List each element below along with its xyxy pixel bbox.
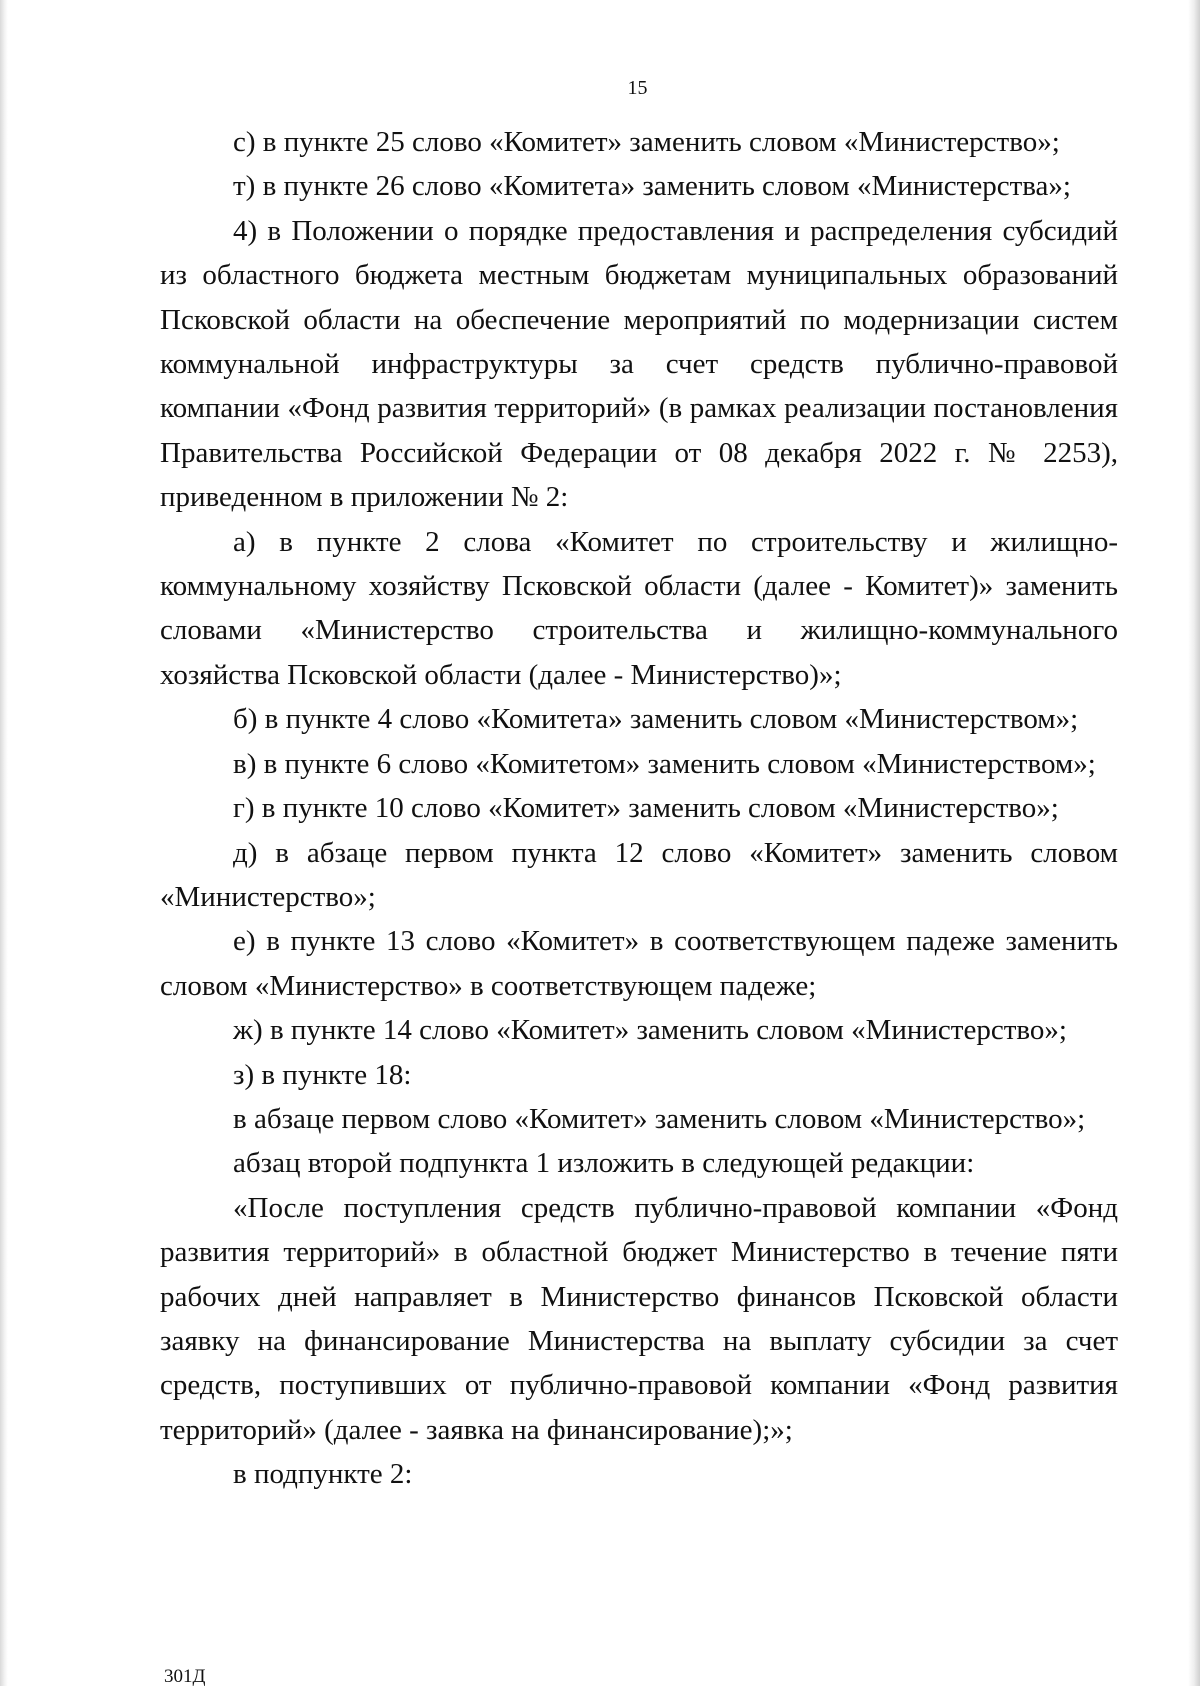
paragraph-e: е) в пункте 13 слово «Комитет» в соответствующем падеже заменить словом «Министерство» в соответствующем падеже; — [160, 925, 1118, 1002]
paragraph-s: с) в пункте 25 слово «Комитет» заменить словом «Министерство»; — [233, 126, 1060, 158]
paragraph-z-abzac-2: абзац второй подпункта 1 изложить в следующей редакции: — [233, 1147, 975, 1180]
scan-edge-right — [1188, 0, 1200, 1686]
scan-edge-left — [0, 0, 8, 1686]
paragraph-d: д) в абзаце первом пункта 12 слово «Комитет» заменить словом «Министерство»; — [160, 836, 1118, 913]
document-code: 301Д — [164, 1666, 206, 1687]
paragraph-zh: ж) в пункте 14 слово «Комитет» заменить словом «Министерство»; — [233, 1014, 1067, 1047]
paragraph-b: б) в пункте 4 слово «Комитета» заменить словом «Министерством»; — [233, 703, 1079, 736]
paragraph-t: т) в пункте 26 слово «Комитета» заменить словом «Министерства»; — [233, 170, 1071, 203]
page-number: 15 — [627, 77, 648, 99]
paragraph-g: г) в пункте 10 слово «Комитет» заменить словом «Министерство»; — [233, 792, 1059, 825]
paragraph-z: з) в пункте 18: — [233, 1058, 412, 1091]
paragraph-4: 4) в Положении о порядке предоставления и распределения субсидий из областного бюджета местным бюджетам муниципальных образований Псковской области на обеспечение мероприятий по модернизации систем коммунальной инфраструктуры за счет средств публично-правовой компании «Фонд развития территорий» (в рамках реализации постановления Правительства Российской Федерации от 08 декабря 2022 г. № 2253), приведенном в приложении № 2: — [160, 214, 1118, 514]
paragraph-a: а) в пункте 2 слова «Комитет по строительству и жилищно-коммунальному хозяйству Псковской области (далее - Комитет)» заменить словами «Министерство строительства и жилищно-коммунального хозяйства Псковской области (далее - Министерство)»; — [160, 525, 1118, 691]
paragraph-z-abzac-1: в абзаце первом слово «Комитет» заменить словом «Министерство»; — [233, 1102, 1086, 1135]
paragraph-v: в) в пункте 6 слово «Комитетом» заменить словом «Министерством»; — [233, 747, 1096, 780]
paragraph-quote: «После поступления средств публично-правовой компании «Фонд развития территорий» в областной бюджет Министерство в течение пяти рабочих дней направляет в Министерство финансов Псковской области заявку на финансирование Министерства на выплату субсидии за счет средств, поступивших от публично-правовой компании «Фонд развития территорий» (далее - заявка на финансирование);»; — [160, 1191, 1118, 1446]
document-body — [160, 120, 1118, 1497]
paragraph-podpunkt-2: в подпункте 2: — [233, 1458, 413, 1491]
